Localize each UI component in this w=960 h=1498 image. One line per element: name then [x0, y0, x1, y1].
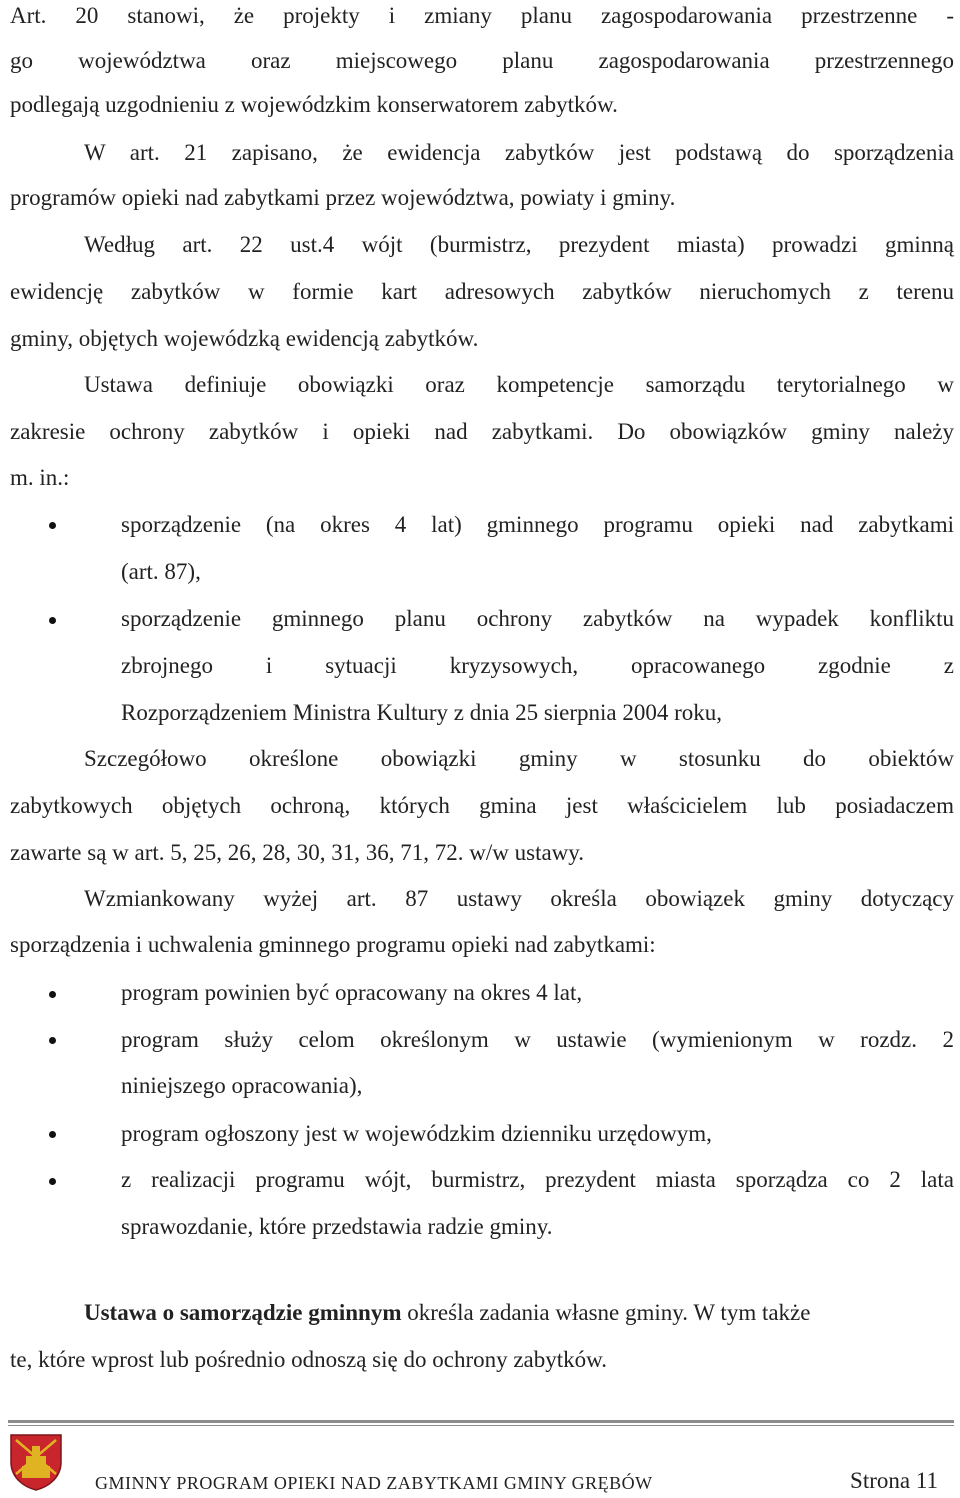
paragraph-line: zabytkowych objętych ochroną, których gmina jest właścicielem lub posiadaczem	[10, 793, 954, 818]
coat-of-arms-icon	[8, 1432, 64, 1492]
list-item-line: sporządzenie (na okres 4 lat) gminnego programu opieki nad zabytkami	[121, 512, 954, 537]
bullet-icon	[49, 1178, 56, 1185]
bullet-icon	[49, 1037, 56, 1044]
list-item-line: zbrojnego i sytuacji kryzysowych, opracowanego zgodnie z	[121, 653, 954, 678]
list-item-line: program służy celom określonym w ustawie (wymienionym w rozdz. 2	[121, 1027, 954, 1052]
bullet-icon	[49, 1131, 56, 1138]
act-title: Ustawa o samorządzie gminnym	[84, 1300, 402, 1325]
footer-rule	[8, 1425, 954, 1426]
paragraph-line: ewidencję zabytków w formie kart adresowych zabytków nieruchomych z terenu	[10, 279, 954, 304]
paragraph-line: zawarte są w art. 5, 25, 26, 28, 30, 31, 36, 71, 72. w/w ustawy.	[10, 840, 585, 865]
footer-rule	[8, 1420, 954, 1423]
page-number: Strona 11	[850, 1468, 938, 1493]
paragraph-line: Wzmiankowany wyżej art. 87 ustawy określa obowiązek gminy dotyczący	[84, 886, 954, 911]
paragraph-line: gminy, objętych wojewódzką ewidencją zabytków.	[10, 326, 479, 351]
paragraph-line: zakresie ochrony zabytków i opieki nad zabytkami. Do obowiązków gminy należy	[10, 419, 954, 444]
paragraph-line: m. in.:	[10, 465, 70, 490]
paragraph-line: Szczegółowo określone obowiązki gminy w stosunku do obiektów	[84, 746, 954, 771]
paragraph-line: programów opieki nad zabytkami przez województwa, powiaty i gminy.	[10, 185, 676, 210]
list-item-line: program powinien być opracowany na okres 4 lat,	[121, 980, 583, 1005]
paragraph-line: Ustawa definiuje obowiązki oraz kompetencje samorządu terytorialnego w	[84, 372, 954, 397]
list-item-line: (art. 87),	[121, 559, 201, 584]
list-item-line: sprawozdanie, które przedstawia radzie gminy.	[121, 1214, 553, 1239]
paragraph-line: W art. 21 zapisano, że ewidencja zabytków jest podstawą do sporządzenia	[84, 140, 954, 165]
list-item-line: sporządzenie gminnego planu ochrony zabytków na wypadek konfliktu	[121, 606, 954, 631]
paragraph-line: te, które wprost lub pośrednio odnoszą się do ochrony zabytków.	[10, 1347, 608, 1372]
footer-title: GMINNY PROGRAM OPIEKI NAD ZABYTKAMI GMINY GRĘBÓW	[95, 1473, 653, 1493]
paragraph-text: określa zadania własne gminy. W tym także	[401, 1300, 811, 1325]
bullet-icon	[49, 522, 56, 529]
list-item-line: Rozporządzeniem Ministra Kultury z dnia 25 sierpnia 2004 roku,	[121, 700, 723, 725]
list-item-line: z realizacji programu wójt, burmistrz, prezydent miasta sporządza co 2 lata	[121, 1167, 954, 1192]
paragraph-line: go województwa oraz miejscowego planu zagospodarowania przestrzennego	[10, 48, 954, 73]
list-item-line: program ogłoszony jest w wojewódzkim dzienniku urzędowym,	[121, 1121, 712, 1146]
bullet-icon	[49, 617, 56, 624]
paragraph-line	[84, 1299, 954, 1327]
paragraph-line: Art. 20 stanowi, że projekty i zmiany planu zagospodarowania przestrzenne -	[10, 3, 954, 28]
bullet-icon	[49, 991, 56, 998]
paragraph-line: podlegają uzgodnieniu z wojewódzkim konserwatorem zabytków.	[10, 92, 618, 117]
paragraph-line: Według art. 22 ust.4 wójt (burmistrz, prezydent miasta) prowadzi gminną	[84, 232, 954, 257]
list-item-line: niniejszego opracowania),	[121, 1073, 363, 1098]
paragraph-line: sporządzenia i uchwalenia gminnego programu opieki nad zabytkami:	[10, 932, 656, 957]
